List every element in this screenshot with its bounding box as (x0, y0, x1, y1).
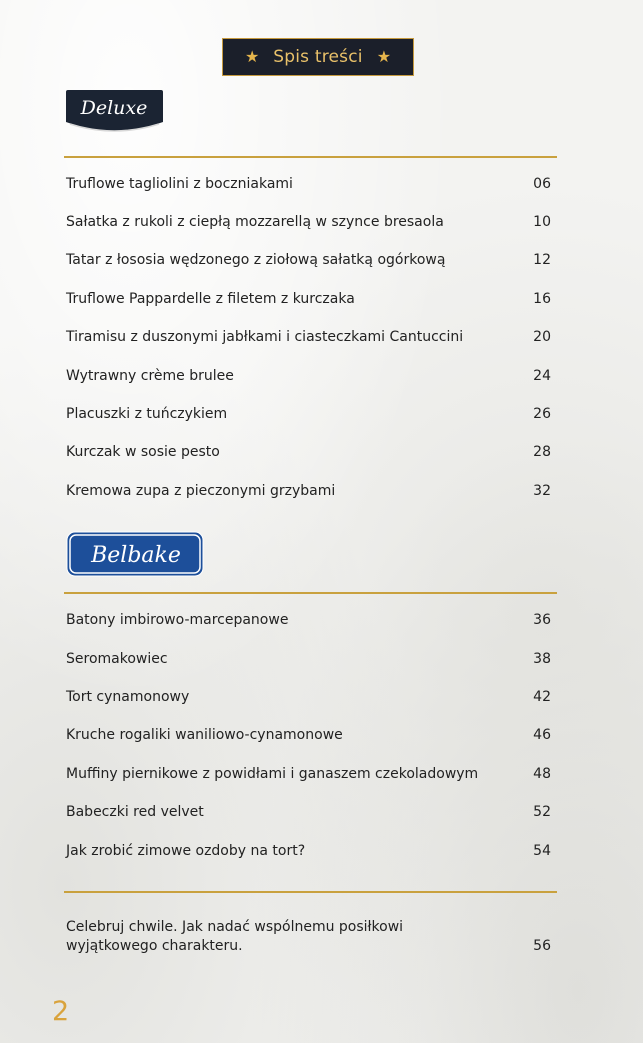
entry-page: 48 (533, 766, 551, 782)
entry-page: 52 (533, 804, 551, 820)
entry-page: 32 (533, 483, 551, 499)
entry-page: 46 (533, 727, 551, 743)
entry-page: 24 (533, 368, 551, 384)
entry-page: 10 (533, 214, 551, 230)
entry-page: 06 (533, 176, 551, 192)
entry-page: 54 (533, 843, 551, 859)
entry-title: Jak zrobić zimowe ozdoby na tort? (66, 843, 306, 859)
entry-page: 16 (533, 291, 551, 307)
toc-entry[interactable] (66, 686, 551, 708)
deluxe-logo-text: Deluxe (80, 97, 148, 119)
section-divider (64, 156, 557, 158)
toc-entry[interactable] (66, 480, 551, 502)
entry-title: Tatar z łososia wędzonego z ziołową sałatką ogórkową (66, 252, 446, 268)
entry-page: 28 (533, 444, 551, 460)
entry-title: Seromakowiec (66, 651, 168, 667)
toc-entry[interactable] (66, 724, 551, 746)
belbake-logo (66, 531, 204, 577)
toc-entry[interactable] (66, 763, 551, 785)
toc-entry[interactable] (66, 173, 551, 195)
entry-page: 38 (533, 651, 551, 667)
toc-entry[interactable] (66, 609, 551, 631)
toc-entry[interactable] (66, 441, 551, 463)
entry-title: wyjątkowego charakteru. (66, 938, 243, 954)
entry-title: Kremowa zupa z pieczonymi grzybami (66, 483, 336, 499)
entry-page: 20 (533, 329, 551, 345)
entry-title: Babeczki red velvet (66, 804, 204, 820)
toc-entry[interactable] (66, 211, 551, 233)
toc-entry[interactable] (66, 918, 551, 956)
entry-title: Tort cynamonowy (66, 689, 190, 705)
section-divider (64, 891, 557, 893)
toc-entry[interactable] (66, 326, 551, 348)
entry-page: 42 (533, 689, 551, 705)
toc-entry[interactable] (66, 801, 551, 823)
toc-entry[interactable] (66, 365, 551, 387)
entry-page: 36 (533, 612, 551, 628)
belbake-logo-text: Belbake (91, 543, 181, 568)
toc-entry[interactable] (66, 249, 551, 271)
star-icon: ★ (376, 47, 392, 66)
toc-header (222, 38, 414, 76)
star-icon: ★ (244, 47, 260, 66)
toc-entry[interactable] (66, 288, 551, 310)
page-number: 2 (52, 996, 70, 1027)
deluxe-logo (64, 88, 165, 134)
entry-title: Kruche rogaliki waniliowo-cynamonowe (66, 727, 343, 743)
entry-title: Muffiny piernikowe z powidłami i ganaszem czekoladowym (66, 766, 479, 782)
entry-title: Truflowe Pappardelle z filetem z kurczaka (66, 291, 355, 307)
entry-title: Sałatka z rukoli z ciepłą mozzarellą w szynce bresaola (66, 214, 444, 230)
toc-entry[interactable] (66, 840, 551, 862)
entry-page: 56 (533, 938, 551, 954)
toc-entry[interactable] (66, 648, 551, 670)
entry-title: Batony imbirowo-marcepanowe (66, 612, 289, 628)
section-divider (64, 592, 557, 594)
entry-page: 12 (533, 252, 551, 268)
entry-title: Placuszki z tuńczykiem (66, 406, 228, 422)
toc-title: Spis treści (273, 47, 363, 67)
entry-title: Truflowe tagliolini z boczniakami (66, 176, 293, 192)
toc-entry[interactable] (66, 403, 551, 425)
entry-title: Celebruj chwile. Jak nadać wspólnemu posiłkowi (66, 919, 404, 935)
entry-title: Wytrawny crème brulee (66, 368, 234, 384)
entry-page: 26 (533, 406, 551, 422)
entry-title: Kurczak w sosie pesto (66, 444, 220, 460)
entry-title: Tiramisu z duszonymi jabłkami i ciasteczkami Cantuccini (66, 329, 464, 345)
